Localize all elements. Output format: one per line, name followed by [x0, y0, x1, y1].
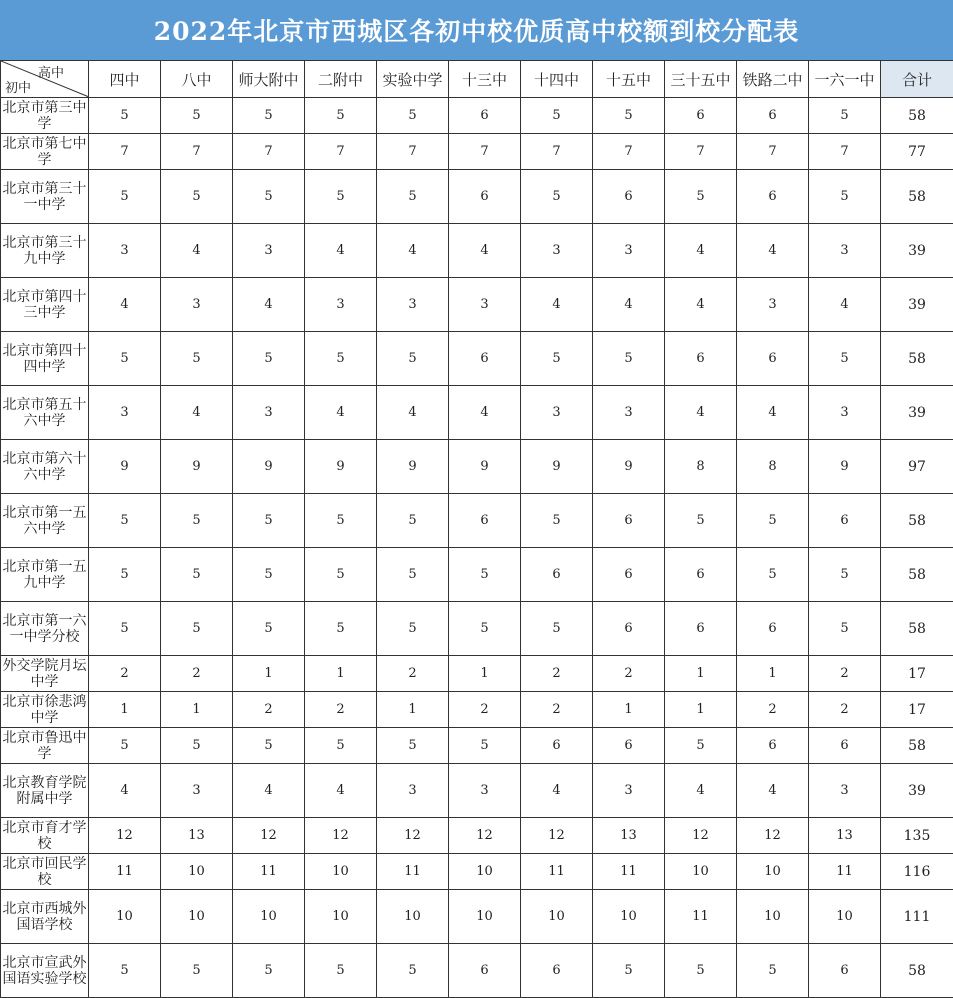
quota-cell: 4 [89, 278, 161, 332]
quota-cell: 11 [593, 854, 665, 890]
column-header: 八中 [161, 61, 233, 98]
column-header: 二附中 [305, 61, 377, 98]
row-school-name: 北京市第三中学 [2, 99, 87, 132]
quota-cell: 9 [809, 440, 881, 494]
quota-cell: 11 [521, 854, 593, 890]
quota-cell: 10 [521, 890, 593, 944]
quota-cell: 3 [737, 278, 809, 332]
quota-cell: 5 [737, 944, 809, 998]
quota-cell: 1 [737, 656, 809, 692]
row-total: 58 [881, 170, 953, 224]
quota-cell: 6 [737, 170, 809, 224]
table-row [1, 944, 953, 998]
quota-cell: 9 [305, 440, 377, 494]
quota-cell: 4 [521, 278, 593, 332]
table-row [1, 440, 953, 494]
quota-cell: 5 [305, 170, 377, 224]
quota-cell: 7 [233, 134, 305, 170]
quota-cell: 10 [161, 890, 233, 944]
row-total: 58 [881, 332, 953, 386]
row-total: 58 [881, 98, 953, 134]
row-total: 97 [881, 440, 953, 494]
quota-cell: 12 [233, 818, 305, 854]
quota-cell: 3 [233, 224, 305, 278]
quota-cell: 7 [665, 134, 737, 170]
quota-cell: 3 [449, 278, 521, 332]
quota-cell: 5 [305, 548, 377, 602]
row-total: 39 [881, 224, 953, 278]
quota-cell: 5 [89, 602, 161, 656]
quota-cell: 10 [809, 890, 881, 944]
quota-cell: 5 [305, 494, 377, 548]
quota-cell: 4 [305, 764, 377, 818]
row-total: 39 [881, 386, 953, 440]
table-row [1, 224, 953, 278]
quota-cell: 5 [305, 602, 377, 656]
corner-label-high-school: 高中 [37, 66, 64, 81]
quota-cell: 10 [233, 890, 305, 944]
quota-cell: 6 [809, 944, 881, 998]
quota-cell: 3 [521, 386, 593, 440]
quota-cell: 10 [89, 890, 161, 944]
quota-cell: 1 [449, 656, 521, 692]
quota-cell: 3 [377, 278, 449, 332]
quota-cell: 7 [521, 134, 593, 170]
quota-cell: 3 [233, 386, 305, 440]
quota-cell: 5 [521, 98, 593, 134]
quota-cell: 4 [737, 224, 809, 278]
column-header: 十四中 [521, 61, 593, 98]
quota-cell: 5 [665, 170, 737, 224]
quota-cell: 5 [521, 494, 593, 548]
quota-cell: 7 [377, 134, 449, 170]
table-row [1, 890, 953, 944]
quota-cell: 11 [809, 854, 881, 890]
quota-cell: 3 [305, 278, 377, 332]
quota-cell: 5 [593, 332, 665, 386]
quota-cell: 5 [737, 548, 809, 602]
quota-cell: 2 [305, 692, 377, 728]
quota-cell: 5 [377, 494, 449, 548]
quota-cell: 6 [665, 548, 737, 602]
row-school-name: 北京市第四十三中学 [1, 278, 89, 332]
column-header: 实验中学 [377, 61, 449, 98]
quota-cell: 2 [809, 656, 881, 692]
table-row [1, 170, 953, 224]
quota-cell: 4 [593, 278, 665, 332]
quota-cell: 5 [377, 332, 449, 386]
quota-cell: 4 [665, 386, 737, 440]
row-total: 58 [881, 494, 953, 548]
column-header: 四中 [89, 61, 161, 98]
quota-cell: 3 [593, 224, 665, 278]
corner-label-middle-school: 初中 [5, 81, 32, 96]
page-title: 2022年北京市西城区各初中校优质高中校额到校分配表 [153, 17, 800, 46]
quota-cell: 5 [593, 98, 665, 134]
row-school-name: 北京市第六十六中学 [1, 440, 89, 494]
quota-cell: 9 [593, 440, 665, 494]
row-school-name: 北京市第一五九中学 [1, 548, 89, 602]
quota-cell: 12 [737, 818, 809, 854]
quota-cell: 12 [305, 818, 377, 854]
table-row [1, 98, 953, 134]
table-row [1, 386, 953, 440]
quota-cell: 6 [521, 548, 593, 602]
quota-cell: 12 [377, 818, 449, 854]
quota-cell: 4 [161, 224, 233, 278]
row-total: 58 [881, 548, 953, 602]
quota-cell: 5 [233, 332, 305, 386]
row-school-name: 北京市第四十四中学 [1, 332, 89, 386]
quota-cell: 1 [233, 656, 305, 692]
quota-cell: 1 [161, 692, 233, 728]
column-header: 十五中 [593, 61, 665, 98]
row-school-name: 北京市宣武外国语实验学校 [1, 944, 89, 998]
quota-cell: 6 [449, 944, 521, 998]
total-column-header: 合计 [881, 61, 953, 98]
quota-cell: 10 [305, 890, 377, 944]
quota-cell: 12 [665, 818, 737, 854]
quota-cell: 5 [89, 728, 161, 764]
quota-cell: 6 [521, 728, 593, 764]
quota-cell: 4 [305, 386, 377, 440]
table-row [1, 854, 953, 890]
quota-cell: 4 [377, 224, 449, 278]
quota-cell: 5 [161, 944, 233, 998]
quota-cell: 9 [161, 440, 233, 494]
quota-cell: 2 [89, 656, 161, 692]
quota-cell: 1 [665, 656, 737, 692]
quota-cell: 6 [737, 98, 809, 134]
table-row [1, 692, 953, 728]
quota-cell: 5 [809, 548, 881, 602]
quota-cell: 3 [377, 764, 449, 818]
quota-cell: 1 [593, 692, 665, 728]
quota-cell: 7 [737, 134, 809, 170]
quota-cell: 3 [809, 764, 881, 818]
quota-cell: 5 [737, 494, 809, 548]
quota-cell: 4 [809, 278, 881, 332]
row-school-name: 北京教育学院附属中学 [1, 764, 89, 818]
quota-cell: 13 [809, 818, 881, 854]
row-school-name: 北京市第三十九中学 [1, 224, 89, 278]
quota-cell: 6 [449, 494, 521, 548]
quota-cell: 2 [737, 692, 809, 728]
quota-cell: 2 [521, 692, 593, 728]
quota-cell: 6 [449, 170, 521, 224]
quota-cell: 12 [449, 818, 521, 854]
corner-cell [1, 61, 89, 98]
quota-cell: 5 [521, 332, 593, 386]
quota-cell: 5 [305, 332, 377, 386]
quota-cell: 5 [809, 602, 881, 656]
quota-cell: 5 [233, 170, 305, 224]
quota-cell: 5 [89, 548, 161, 602]
row-school-name: 北京市第一五六中学 [1, 494, 89, 548]
quota-cell: 3 [449, 764, 521, 818]
quota-cell: 10 [377, 890, 449, 944]
column-header: 十三中 [449, 61, 521, 98]
quota-cell: 8 [665, 440, 737, 494]
quota-cell: 5 [377, 728, 449, 764]
quota-cell: 7 [809, 134, 881, 170]
quota-cell: 5 [233, 728, 305, 764]
quota-cell: 5 [449, 602, 521, 656]
quota-cell: 10 [449, 890, 521, 944]
quota-cell: 5 [161, 548, 233, 602]
quota-cell: 3 [89, 386, 161, 440]
quota-cell: 5 [809, 170, 881, 224]
quota-cell: 5 [593, 944, 665, 998]
row-school-name: 北京市第三十一中学 [1, 170, 89, 224]
quota-cell: 4 [521, 764, 593, 818]
row-total: 77 [881, 134, 953, 170]
quota-cell: 5 [305, 98, 377, 134]
quota-cell: 7 [449, 134, 521, 170]
quota-cell: 5 [89, 170, 161, 224]
quota-cell: 5 [233, 602, 305, 656]
row-total: 135 [881, 818, 953, 854]
quota-cell: 1 [377, 692, 449, 728]
quota-cell: 2 [449, 692, 521, 728]
quota-cell: 6 [593, 548, 665, 602]
quota-cell: 5 [161, 602, 233, 656]
quota-cell: 7 [593, 134, 665, 170]
row-total: 17 [881, 692, 953, 728]
quota-cell: 6 [665, 98, 737, 134]
quota-cell: 3 [593, 386, 665, 440]
quota-cell: 5 [377, 170, 449, 224]
quota-cell: 4 [233, 764, 305, 818]
quota-cell: 2 [593, 656, 665, 692]
quota-cell: 3 [89, 224, 161, 278]
quota-cell: 2 [521, 656, 593, 692]
quota-cell: 10 [305, 854, 377, 890]
column-header: 师大附中 [233, 61, 305, 98]
quota-cell: 4 [233, 278, 305, 332]
quota-cell: 5 [521, 602, 593, 656]
quota-cell: 5 [89, 494, 161, 548]
quota-cell: 7 [305, 134, 377, 170]
row-school-name: 外交学院月坛中学 [2, 657, 87, 690]
quota-cell: 11 [665, 890, 737, 944]
quota-cell: 6 [449, 98, 521, 134]
quota-cell: 6 [593, 170, 665, 224]
quota-cell: 13 [593, 818, 665, 854]
quota-cell: 1 [89, 692, 161, 728]
quota-cell: 5 [305, 944, 377, 998]
quota-cell: 6 [593, 728, 665, 764]
table-row [1, 134, 953, 170]
quota-cell: 6 [737, 728, 809, 764]
quota-cell: 3 [521, 224, 593, 278]
quota-cell: 5 [449, 728, 521, 764]
quota-cell: 6 [449, 332, 521, 386]
quota-cell: 11 [89, 854, 161, 890]
quota-cell: 4 [377, 386, 449, 440]
quota-cell: 5 [161, 98, 233, 134]
quota-cell: 6 [737, 602, 809, 656]
quota-cell: 3 [593, 764, 665, 818]
table-row [1, 494, 953, 548]
table-row [1, 602, 953, 656]
quota-cell: 10 [449, 854, 521, 890]
quota-cell: 6 [593, 602, 665, 656]
column-header: 三十五中 [665, 61, 737, 98]
quota-cell: 6 [809, 494, 881, 548]
quota-cell: 4 [665, 278, 737, 332]
quota-cell: 2 [377, 656, 449, 692]
table-row [1, 278, 953, 332]
quota-cell: 11 [233, 854, 305, 890]
quota-cell: 4 [305, 224, 377, 278]
row-total: 58 [881, 602, 953, 656]
quota-cell: 5 [377, 98, 449, 134]
quota-cell: 10 [737, 890, 809, 944]
row-school-name: 北京市育才学校 [2, 819, 87, 852]
title-bar [0, 0, 953, 61]
quota-cell: 10 [593, 890, 665, 944]
row-school-name: 北京市回民学校 [2, 855, 87, 888]
quota-cell: 2 [809, 692, 881, 728]
quota-cell: 9 [233, 440, 305, 494]
quota-cell: 5 [521, 170, 593, 224]
quota-cell: 9 [377, 440, 449, 494]
quota-cell: 4 [737, 764, 809, 818]
quota-table [0, 60, 953, 998]
quota-cell: 5 [233, 548, 305, 602]
row-total: 116 [881, 854, 953, 890]
row-total: 58 [881, 728, 953, 764]
table-row [1, 818, 953, 854]
quota-cell: 4 [449, 224, 521, 278]
quota-cell: 3 [809, 224, 881, 278]
quota-cell: 7 [89, 134, 161, 170]
row-school-name: 北京市第一六一中学分校 [1, 602, 89, 656]
column-header: 铁路二中 [737, 61, 809, 98]
quota-cell: 1 [665, 692, 737, 728]
quota-cell: 2 [161, 656, 233, 692]
quota-cell: 5 [665, 944, 737, 998]
quota-cell: 5 [377, 548, 449, 602]
quota-cell: 13 [161, 818, 233, 854]
quota-cell: 4 [737, 386, 809, 440]
row-total: 58 [881, 944, 953, 998]
quota-cell: 5 [161, 332, 233, 386]
quota-cell: 10 [737, 854, 809, 890]
quota-cell: 5 [233, 98, 305, 134]
quota-cell: 10 [665, 854, 737, 890]
quota-cell: 5 [449, 548, 521, 602]
quota-cell: 3 [161, 764, 233, 818]
quota-cell: 7 [161, 134, 233, 170]
quota-cell: 5 [161, 170, 233, 224]
row-school-name: 北京市第五十六中学 [1, 386, 89, 440]
quota-cell: 5 [233, 494, 305, 548]
quota-cell: 9 [521, 440, 593, 494]
quota-cell: 5 [665, 494, 737, 548]
header-row [1, 61, 953, 98]
quota-cell: 12 [89, 818, 161, 854]
table-row [1, 548, 953, 602]
row-school-name: 北京市鲁迅中学 [2, 729, 87, 762]
quota-cell: 12 [521, 818, 593, 854]
row-total: 39 [881, 764, 953, 818]
quota-cell: 5 [377, 944, 449, 998]
quota-cell: 6 [521, 944, 593, 998]
quota-cell: 6 [809, 728, 881, 764]
quota-cell: 4 [665, 764, 737, 818]
row-school-name: 北京市徐悲鸿中学 [2, 693, 87, 726]
quota-cell: 6 [593, 494, 665, 548]
quota-cell: 5 [809, 98, 881, 134]
quota-cell: 9 [89, 440, 161, 494]
quota-cell: 5 [161, 494, 233, 548]
row-school-name: 北京市西城外国语学校 [1, 890, 89, 944]
quota-cell: 11 [377, 854, 449, 890]
quota-cell: 4 [161, 386, 233, 440]
column-header: 一六一中 [809, 61, 881, 98]
quota-cell: 9 [449, 440, 521, 494]
quota-cell: 5 [233, 944, 305, 998]
table-row [1, 764, 953, 818]
row-total: 39 [881, 278, 953, 332]
quota-cell: 2 [233, 692, 305, 728]
quota-cell: 5 [377, 602, 449, 656]
quota-cell: 5 [305, 728, 377, 764]
table-row [1, 332, 953, 386]
quota-cell: 6 [665, 332, 737, 386]
quota-cell: 8 [737, 440, 809, 494]
row-total: 17 [881, 656, 953, 692]
quota-cell: 4 [665, 224, 737, 278]
quota-cell: 6 [737, 332, 809, 386]
table-row [1, 728, 953, 764]
row-total: 111 [881, 890, 953, 944]
quota-cell: 5 [89, 98, 161, 134]
quota-cell: 10 [161, 854, 233, 890]
quota-cell: 3 [161, 278, 233, 332]
quota-cell: 6 [665, 602, 737, 656]
quota-cell: 5 [665, 728, 737, 764]
quota-cell: 5 [161, 728, 233, 764]
row-school-name: 北京市第七中学 [2, 135, 87, 168]
quota-cell: 5 [89, 332, 161, 386]
quota-cell: 4 [449, 386, 521, 440]
quota-cell: 5 [89, 944, 161, 998]
quota-cell: 1 [305, 656, 377, 692]
quota-cell: 4 [89, 764, 161, 818]
quota-cell: 3 [809, 386, 881, 440]
quota-cell: 5 [809, 332, 881, 386]
table-row [1, 656, 953, 692]
